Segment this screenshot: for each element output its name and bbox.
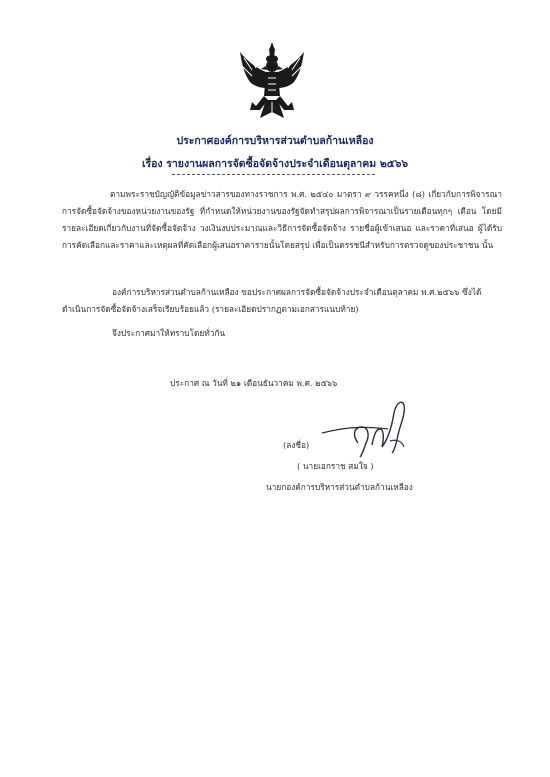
header-subject: เรื่อง รายงานผลการจัดซื้อจัดจ้างประจำเดือนตุลาคม ๒๕๖๖ xyxy=(141,158,409,170)
header-title: ประกาศองค์การบริหารส่วนตำบลก้านเหลือง xyxy=(176,135,374,147)
body-paragraph-3: จึงประกาศมาให้ทราบโดยทั่วกัน xyxy=(112,328,226,338)
header-divider xyxy=(172,174,375,175)
body-paragraph-2: องค์การบริหารส่วนตำบลก้านเหลือง ขอประกาศผลการจัดซื้อจัดจ้างประจำเดือนตุลาคม พ.ศ.๒๕๖๖ ซึ่งได้ดำเนินการจัดซื้อจัดจ้างเสร็จเรียบร้อยแล้ว (รายละเอียดปรากฏตามเอกสารแนบท้าย) xyxy=(62,287,482,314)
signature-icon xyxy=(318,395,418,465)
garuda-emblem-icon xyxy=(238,40,306,122)
announcement-date: ประกาศ ณ วันที่ ๒๑ เดือนธันวาคม พ.ศ. ๒๕๖๖ xyxy=(170,378,338,388)
body-paragraph-1: ตามพระราชบัญญัติข้อมูลข่าวสารของทางราชการ พ.ศ. ๒๕๔๐ มาตรา ๙ วรรคหนึ่ง (๘) เกี่ยวกับการพิจารณาการจัดซื้อจัดจ้างของหน่วยงานของรัฐ ที่กำหนดให้หน่วยงานของรัฐจัดทำสรุปผลการพิจารณาเป็นรายเดือนทุกๆ เดือน โดยมีรายละเอียดเกี่ยวกับงานที่จัดซื้อจัดจ้าง วงเงินงบประมาณและวิธีการจัดซื้อจัดจ้าง รายชื่อผู้เข้าเสนอ และราคาที่เสนอ ผู้ได้รับการคัดเลือกและราคาและเหตุผลที่คัดเลือกผู้เสนอราคารายนั้นโดยสรุป เพื่อเป็นดรรชนีสำหรับการตรวจดูของประชาชน นั้น xyxy=(62,189,502,250)
signature-label: (ลงชื่อ) xyxy=(283,440,310,450)
signer-title: นายกองค์การบริหารส่วนตำบลก้านเหลือง xyxy=(266,482,413,492)
signer-name: ( นายเอกราช สมใจ ) xyxy=(297,461,374,471)
document-header xyxy=(0,132,550,172)
